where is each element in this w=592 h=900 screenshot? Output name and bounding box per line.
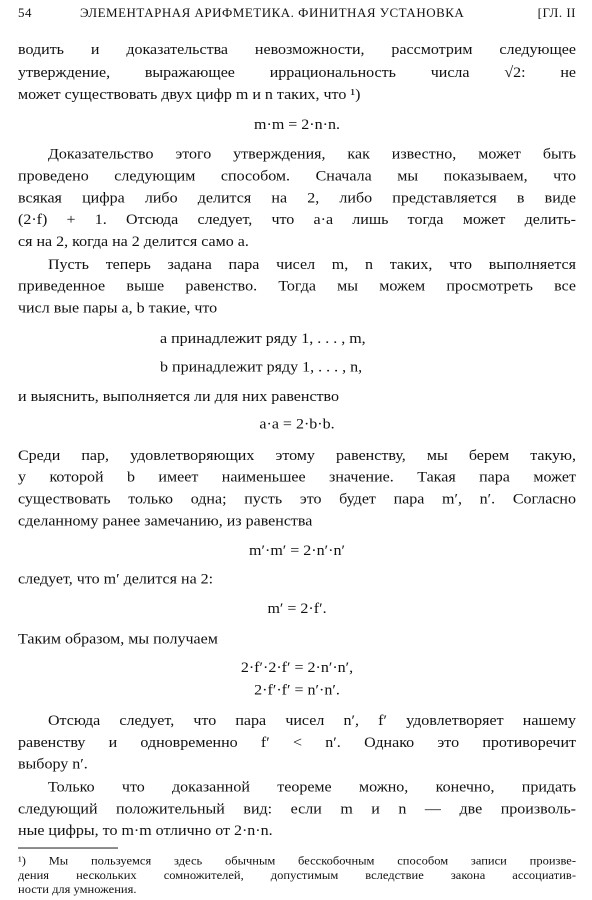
text-line: числ вые пары a, b такие, что (18, 300, 218, 317)
page-number: 54 (18, 5, 32, 20)
text-line: приведенное выше равенство. Тогда мы можем просмотреть все (18, 278, 576, 295)
text-line: водить и доказательства невозможности, рассмотрим следующее (18, 41, 576, 58)
equation: a принадлежит ряду 1, . . . , m, (160, 330, 366, 347)
text-line: (2·f) + 1. Отсюда следует, что a·a лишь тогда может делить- (18, 211, 576, 229)
equation: m·m = 2·n·n. (254, 116, 340, 134)
text-line: у которой b имеет наименьшее значение. Такая пара может (18, 469, 576, 486)
text-line: может существовать двух цифр m и n таких, что ¹) (18, 86, 361, 103)
equation: m′·m′ = 2·n′·n′ (249, 542, 345, 559)
text-line: выбору n′. (18, 756, 88, 773)
text-line: всякая цифра либо делится на 2, либо представляется в виде (18, 190, 576, 207)
footnote-line: ности для умножения. (18, 882, 137, 896)
text-line: утверждение, выражающее иррациональность числа √2: не (18, 64, 576, 81)
text-line: сделанному ранее замечанию, из равенства (18, 513, 313, 530)
text-line: Пусть теперь задана пара чисел m, n таких, что выполняется (48, 256, 576, 273)
text-line: следующий положительный вид: если m и n — две произволь- (18, 800, 576, 818)
text-line: Только что доказанной теореме можно, конечно, придать (48, 779, 576, 796)
text-line: и выяснить, выполняется ли для них равенство (18, 388, 339, 405)
text-line: ся на 2, когда на 2 делится само a. (18, 233, 249, 250)
text-line: существовать только одна; пусть это будет пара m′, n′. Согласно (18, 491, 576, 508)
page-header (18, 6, 576, 25)
equation: 2·f′·2·f′ = 2·n′·n′, (240, 659, 354, 676)
text-line: проведено следующим способом. Сначала мы показываем, что (18, 168, 576, 185)
running-title: ЭЛЕМЕНТАРНАЯ АРИФМЕТИКА. ФИНИТНАЯ УСТАНОВКА (80, 5, 465, 20)
text-line: равенству и одновременно f′ < n′. Однако это противоречит (18, 734, 576, 751)
equation: m′ = 2·f′. (267, 600, 327, 617)
footnote-line: ¹) Мы пользуемся здесь обычным бесскобочным способом записи произве- (18, 854, 576, 868)
equation: b принадлежит ряду 1, . . . , n, (160, 359, 363, 376)
text-line: Доказательство этого утверждения, как известно, может быть (48, 146, 576, 163)
text-line: Отсюда следует, что пара чисел n′, f′ удовлетворяет нашему (48, 712, 576, 729)
text-line: ные цифры, то m·m отлично от 2·n·n. (18, 822, 273, 839)
chapter-label: [ГЛ. II (537, 5, 576, 20)
footnote-rule (18, 848, 118, 849)
equation: a·a = 2·b·b. (259, 416, 335, 433)
text-line: Таким образом, мы получаем (18, 630, 218, 648)
equation: 2·f′·f′ = n′·n′. (254, 682, 340, 699)
text-line: Среди пар, удовлетворяющих этому равенству, мы берем такую, (18, 447, 576, 464)
footnote-line: дения нескольких сомножителей, допустимым вследствие закона ассоциатив- (18, 868, 576, 882)
text-line: следует, что m′ делится на 2: (18, 571, 214, 588)
